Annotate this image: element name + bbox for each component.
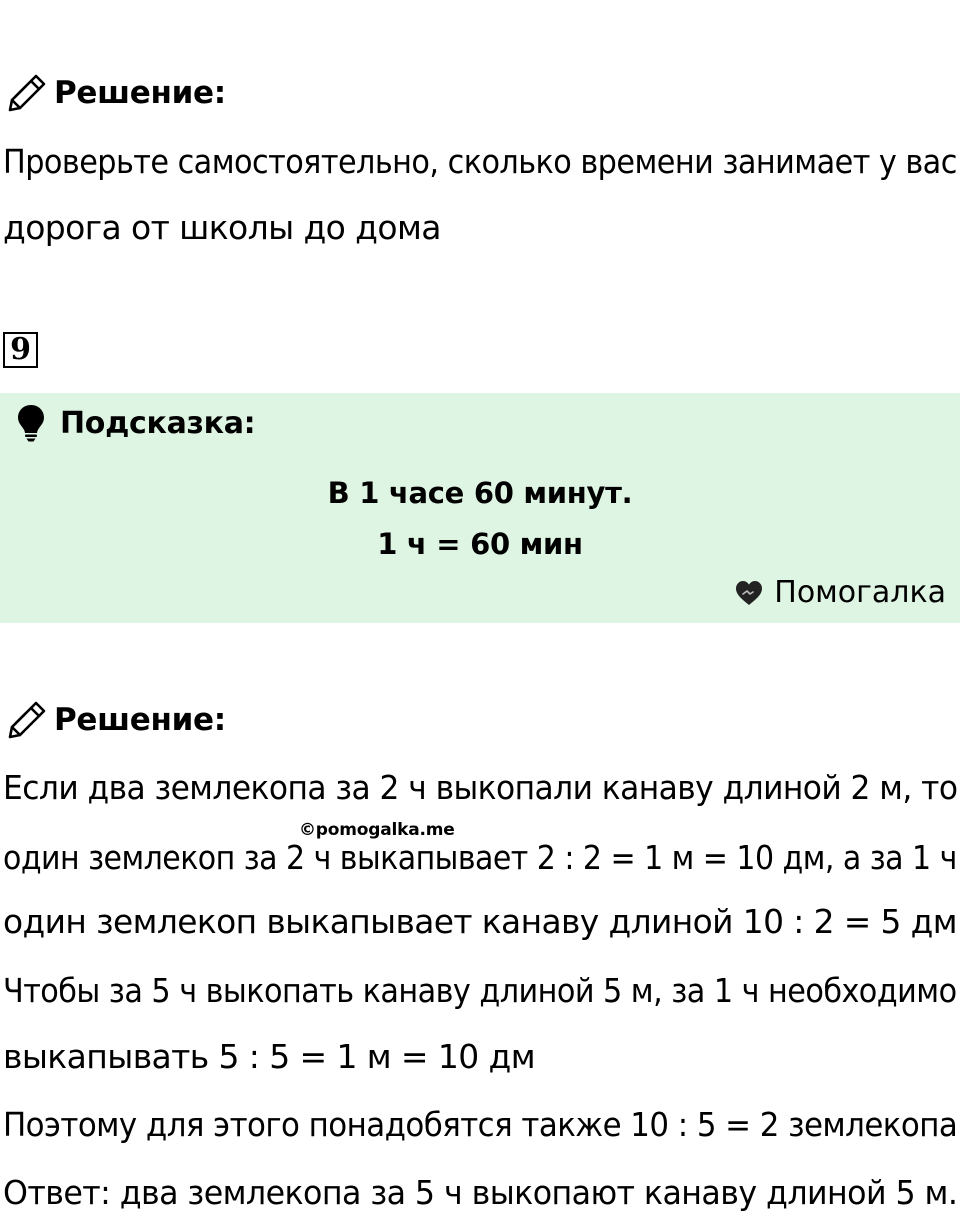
solution-text-line: один землекоп выкапывает канаву длиной 10 : 2 = 5 дм [3,902,957,941]
solution-text-line: Проверьте самостоятельно, сколько времени занимает у вас [3,142,957,181]
solution-heading-label: Решение: [54,702,226,738]
pencil-icon [6,699,48,741]
solution-heading [6,695,226,745]
hint-text-line: 1 ч = 60 мин [377,527,583,561]
solution-heading-label: Решение: [54,75,226,111]
brand-label: Помогалка [774,575,946,610]
hint-box [0,393,960,623]
watermark: ©pomogalka.me [299,820,455,840]
task-number-badge: 9 [3,332,38,368]
hint-text-line: В 1 часе 60 минут. [327,476,633,510]
solution-text-line: Поэтому для этого понадобятся также 10 : 5 = 2 землекопа [3,1105,958,1144]
solution-text-line: дорога от школы до дома [3,208,441,247]
heart-icon [734,579,774,607]
lightbulb-icon [16,404,46,442]
solution-text-line: Чтобы за 5 ч выкопать канаву длиной 5 м, за 1 ч необходимо [3,971,957,1010]
solution-text-line: Ответ: два землекопа за 5 ч выкопают канаву длиной 5 м. [3,1173,958,1212]
brand-signature [734,575,946,610]
solution-heading [6,68,226,118]
solution-text-line: Если два землекопа за 2 ч выкопали канаву длиной 2 м, то [3,768,958,807]
pencil-icon [6,72,48,114]
hint-heading [16,403,255,443]
solution-text-line: выкапывать 5 : 5 = 1 м = 10 дм [3,1037,536,1076]
hint-heading-label: Подсказка: [60,405,256,441]
solution-text-line: один землекоп за 2 ч выкапывает 2 : 2 = 1 м = 10 дм, а за 1 ч [3,838,957,877]
